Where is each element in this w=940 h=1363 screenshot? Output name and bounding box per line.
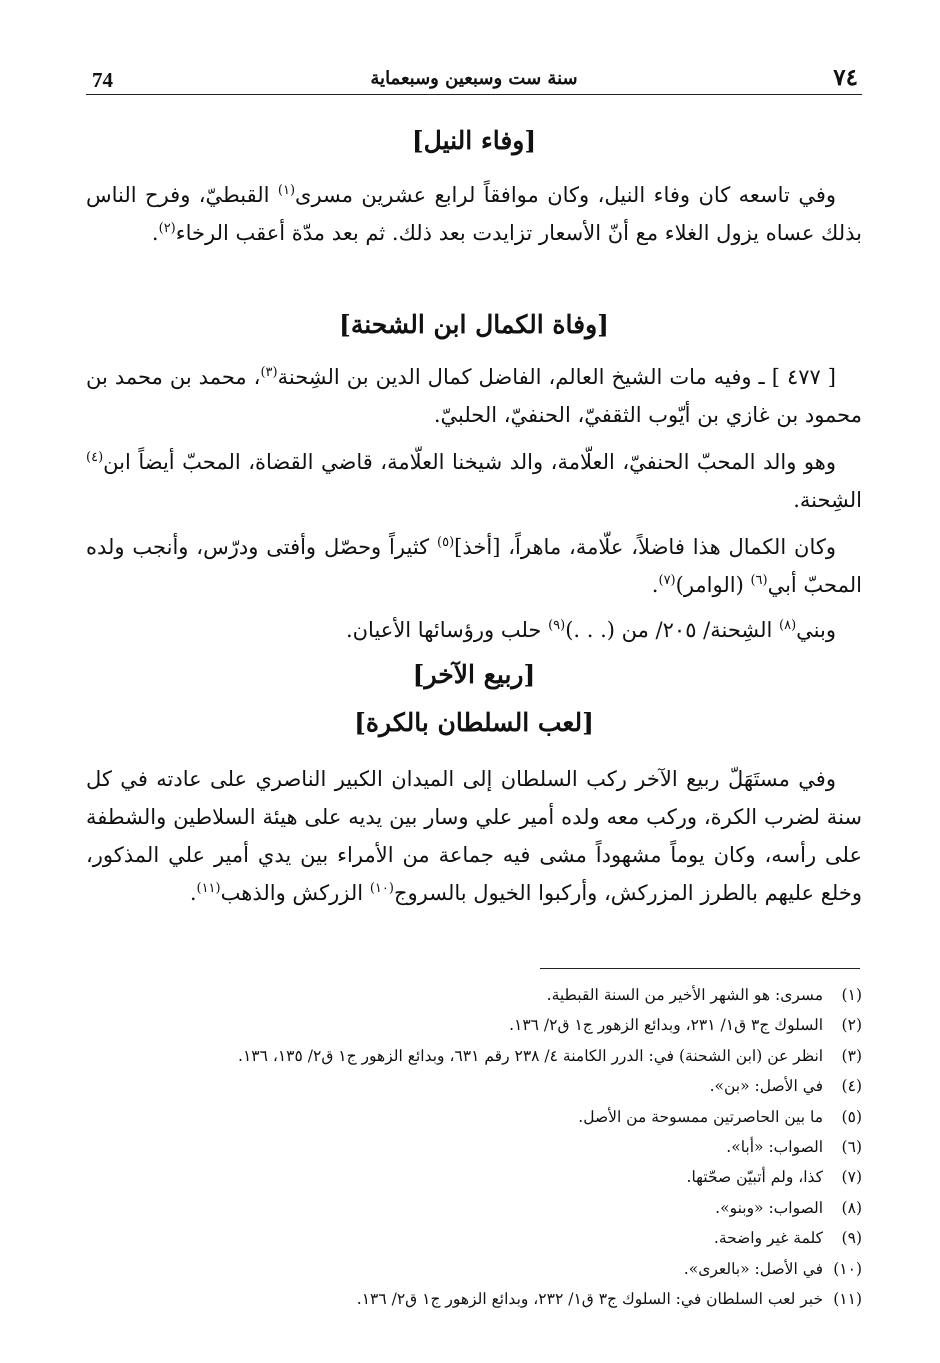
footnote-text: خبر لعب السلطان في: السلوك ج٣ ق١/ ٢٣٢، وبدائع الزهور ج١ ق٢/ ١٣٦. [356, 1290, 824, 1309]
running-title: سنة ست وسبعين وسبعماية [370, 68, 578, 89]
paragraph-text: وفي تاسعه كان وفاء النيل، وكان موافقاً لرابع عشرين مسرى$^{(١)}$ القبطيّ، وفرح الناس بذلك عساه يزول الغلاء مع أنّ الأسعار تزايدت بعد ذلك. ثم بعد مدّة أعقب الرخاء$^{(٢)}$. [86, 183, 862, 245]
paragraph-kamal-1 [86, 358, 862, 434]
paragraph-kamal-3 [86, 528, 862, 604]
footnote-number: (١) [841, 986, 862, 1004]
footnote-ref[interactable]: (١) [277, 183, 296, 198]
paragraph-text: وفي مستَهَلّ ربيع الآخر ركب السلطان إلى الميدان الكبير الناصري على عادته في كل سنة لضرب الكرة، وركب معه ولده أمير علي وسار بين يديه على هيئة السلاطين والشطفة على رأسه، وكان يوماً مشهوداً مشى فيه جماعة من الأمراء بين يدي أمير علي المذكور، وخلع عليهم بالطرز المزركش، وأركبوا الخيول بالسروج$^{(١٠)}$ الزركش والذهب$^{(١١)}$. [86, 767, 863, 905]
footnote-number: (٥) [841, 1107, 862, 1126]
footnote-text: كلمة غير واضحة. [713, 1229, 824, 1248]
footnote-item [86, 1041, 862, 1071]
footnote-ref[interactable]: (٢) [158, 221, 176, 236]
paragraph-nile [86, 176, 862, 252]
footnote-item [86, 1254, 862, 1284]
footnote-item [86, 980, 862, 1010]
footnote-number: (٨) [841, 1198, 862, 1217]
footnote-item [86, 1162, 862, 1192]
footnote-ref[interactable]: (٩) [548, 618, 566, 633]
footnote-number: (٧) [841, 1168, 862, 1187]
section-heading-rabi: [ربيع الآخر] [412, 660, 536, 689]
footnote-item [86, 1132, 862, 1162]
paragraph-text: [ ٤٧٧ ] ـ وفيه مات الشيخ العالم، الفاضل كمال الدين بن الشِحنة$^{(٣)}$، محمد بن محمد بن محمود بن غازي بن أيّوب الثقفيّ، الحنفيّ، الحلبيّ. [86, 365, 862, 427]
page-number-latin: 74 [92, 68, 113, 92]
footnote-ref[interactable]: (٥) [437, 535, 455, 550]
paragraph-kamal-4 [86, 611, 862, 649]
paragraph-text: وبني$^{(٨)}$ الشِحنة/ ٢٠٥/ من (. . .)$^{(٩)}$ حلب ورؤسائها الأعيان. [345, 618, 836, 642]
footnote-number: (٦) [841, 1138, 862, 1157]
page-number-arabic: ٧٤ [833, 64, 858, 91]
footnote-number: (١١) [833, 1290, 862, 1309]
footnote-text: ما بين الحاصرتين ممسوحة من الأصل. [578, 1107, 824, 1126]
paragraph-ball [86, 760, 862, 912]
footnote-number: (٤) [841, 1077, 862, 1096]
section-heading-ball: [لعب السلطان بالكرة] [354, 708, 594, 737]
footnote-item [86, 1010, 862, 1040]
paragraph-text: وهو والد المحبّ الحنفيّ، العلّامة، والد شيخنا العلّامة، قاضي القضاة، المحبّ أيضاً ابن$^{(٤)}$ الشِحنة. [86, 450, 862, 512]
footnote-number: (٣) [841, 1046, 862, 1065]
footnote-ref[interactable]: (٦) [750, 573, 768, 588]
footnote-text: في الأصل: «بن». [709, 1077, 824, 1096]
footnote-divider [540, 968, 860, 969]
footnote-ref[interactable]: (١١) [196, 881, 221, 896]
footnote-number: (٩) [841, 1229, 862, 1248]
paragraph-kamal-2 [86, 443, 862, 519]
footnote-text: انظر عن (ابن الشحنة) في: الدرر الكامنة ٤/ ٢٣٨ رقم ٦٣١، وبدائع الزهور ج١ ق٢/ ١٣٥، ١٣٦. [238, 1046, 824, 1065]
footnote-ref[interactable]: (٤) [86, 450, 104, 465]
footnote-text: كذا، ولم أتبيّن صحّتها. [686, 1168, 824, 1187]
footnote-text: في الأصل: «بالعرى». [683, 1259, 824, 1278]
footnote-text: السلوك ج٣ ق١/ ٢٣١، وبدائع الزهور ج١ ق٢/ ١٣٦. [509, 1016, 824, 1035]
footnote-text: مسرى: هو الشهر الأخير من السنة القبطية. [546, 986, 824, 1004]
footnotes [86, 980, 862, 1314]
footnote-text: الصواب: «وبنو». [715, 1198, 824, 1217]
footnote-item [86, 1102, 862, 1132]
footnote-ref[interactable]: (١٠) [369, 881, 394, 896]
footnote-ref[interactable]: (٧) [658, 573, 676, 588]
footnote-item [86, 1223, 862, 1253]
footnote-number: (٢) [841, 1016, 862, 1035]
footnote-ref[interactable]: (٨) [779, 618, 797, 633]
footnote-text: الصواب: «أبا». [726, 1138, 824, 1157]
footnote-item [86, 1193, 862, 1223]
footnote-item [86, 1071, 862, 1101]
section-heading-nile: [وفاء النيل] [411, 126, 537, 155]
footnote-number: (١٠) [833, 1259, 862, 1278]
footnote-item [86, 1284, 862, 1314]
section-heading-kamal: [وفاة الكمال ابن الشحنة] [339, 310, 609, 339]
running-head [86, 58, 862, 95]
paragraph-text: وكان الكمال هذا فاضلاً، علّامة، ماهراً، [أخذ]$^{(٥)}$ كثيراً وحصّل وأفتى ودرّس، وأنجب ولده المحبّ أبي$^{(٦)}$ (الوامر)$^{(٧)}$. [86, 535, 862, 597]
footnote-ref[interactable]: (٣) [260, 365, 278, 380]
